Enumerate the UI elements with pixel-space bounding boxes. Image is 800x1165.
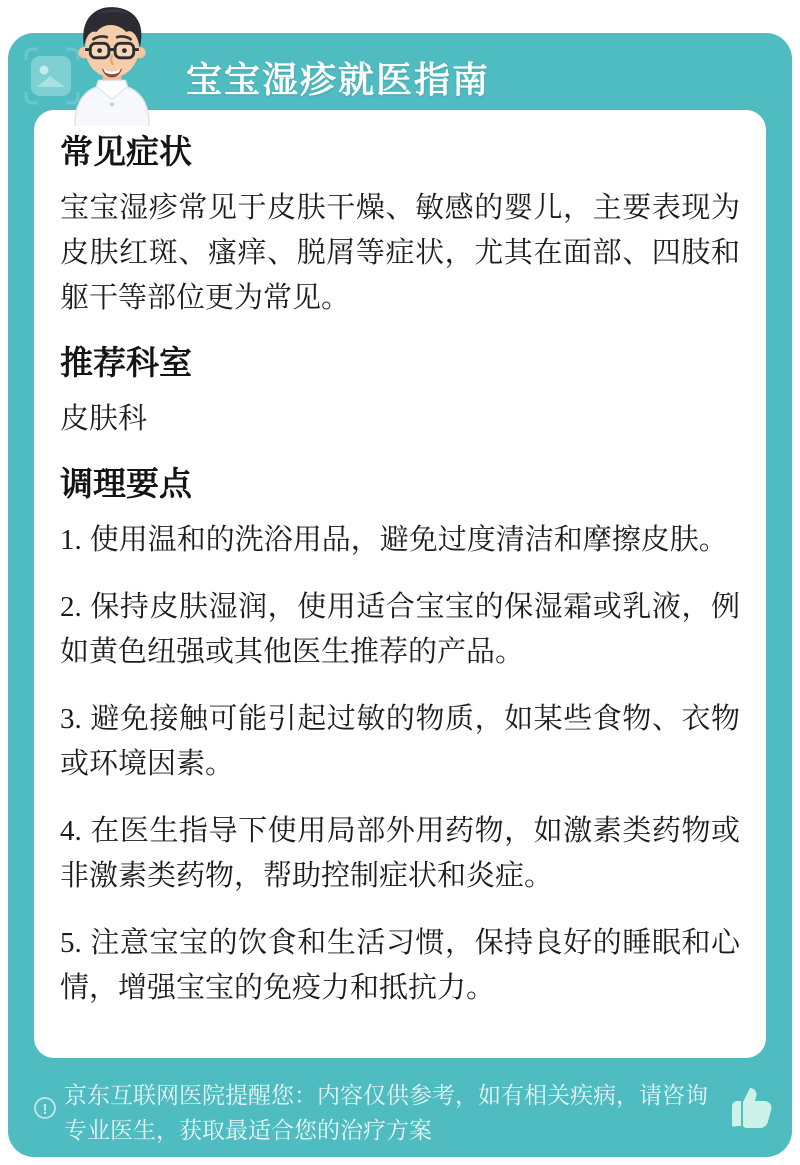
item-text: 保持皮肤湿润，使用适合宝宝的保湿霜或乳液，例如黄色纽强或其他医生推荐的产品。	[60, 591, 740, 668]
section-heading-department: 推荐科室	[60, 344, 192, 381]
item-text: 使用温和的洗浴用品，避免过度清洁和摩擦皮肤。	[81, 524, 728, 556]
thumbs-up-icon[interactable]	[728, 1080, 776, 1132]
care-point-item	[60, 809, 740, 899]
symptoms-paragraph: 宝宝湿疹常见于皮肤干燥、敏感的婴儿，主要表现为皮肤红斑、瘙痒、脱屑等症状，尤其在面部、四肢和躯干等部位更为常见。	[60, 192, 740, 314]
page-title: 宝宝湿疹就医指南	[186, 59, 491, 100]
care-point-item	[60, 921, 740, 1011]
teal-container	[8, 33, 792, 1157]
item-number: 1.	[60, 524, 82, 556]
item-number: 3.	[60, 703, 82, 735]
care-point-item	[60, 518, 740, 563]
item-number: 2.	[60, 591, 82, 623]
care-point-item	[60, 697, 740, 787]
section-heading-care-points: 调理要点	[60, 465, 192, 502]
info-exclamation-icon: !	[34, 1097, 56, 1119]
item-number: 5.	[60, 927, 82, 959]
department-value: 皮肤科	[60, 403, 148, 435]
item-text: 在医生指导下使用局部外用药物，如激素类药物或非激素类药物，帮助控制症状和炎症。	[60, 815, 740, 892]
care-point-item	[60, 585, 740, 675]
section-heading-symptoms: 常见症状	[60, 133, 192, 170]
item-text: 注意宝宝的饮食和生活习惯，保持良好的睡眠和心情，增强宝宝的免疫力和抵抗力。	[60, 927, 740, 1004]
disclaimer-text: 京东互联网医院提醒您：内容仅供参考，如有相关疾病，请咨询专业医生，获取最适合您的治疗方案	[64, 1082, 708, 1143]
doctor-avatar	[50, 2, 174, 126]
item-number: 4.	[60, 815, 82, 847]
footer-disclaimer-bar	[8, 1058, 792, 1157]
item-text: 避免接触可能引起过敏的物质，如某些食物、衣物或环境因素。	[60, 703, 740, 780]
content-card	[34, 110, 766, 1058]
